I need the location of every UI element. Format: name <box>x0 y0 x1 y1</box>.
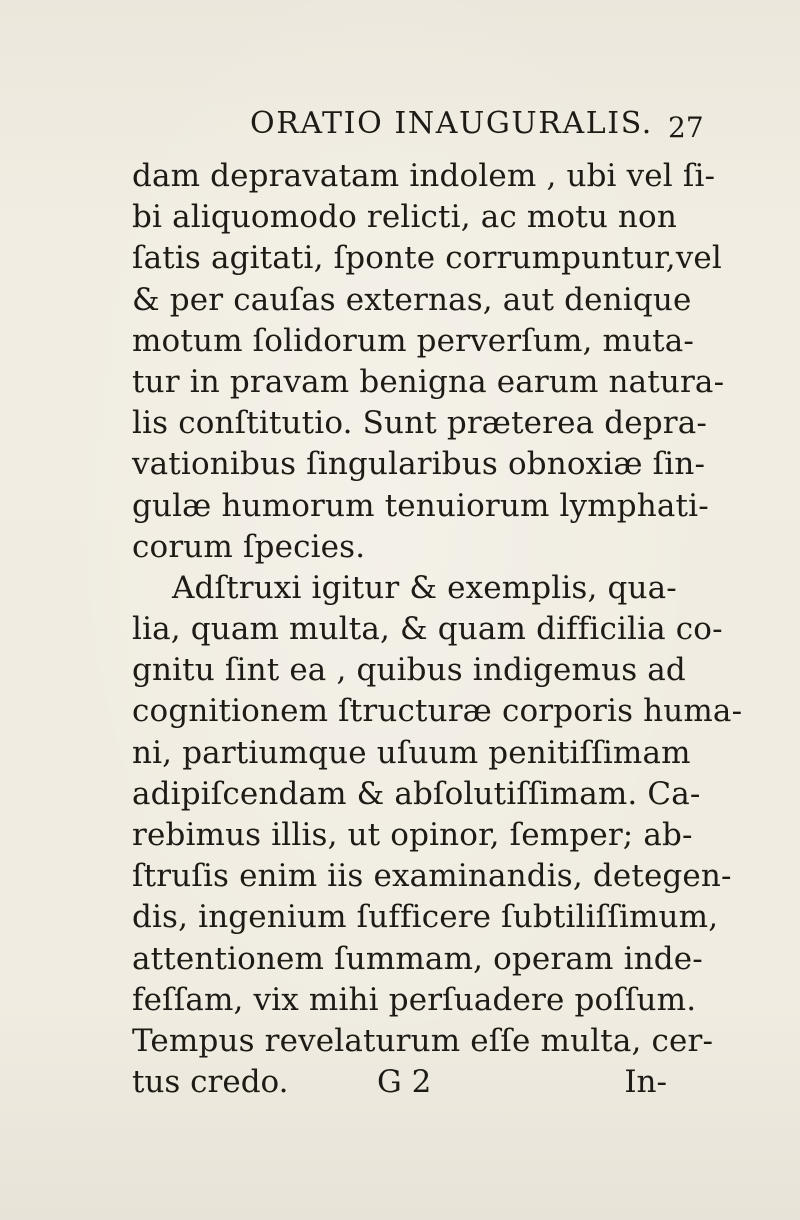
text-line: gulæ humorum tenuiorum lymphati- <box>132 487 709 524</box>
text-line: ni, partiumque uſuum penitiſſimam <box>132 734 691 771</box>
text-line: lis conſtitutio. Sunt præterea depra- <box>132 405 707 442</box>
page-number: 27 <box>668 111 704 144</box>
footer-line <box>132 1062 667 1103</box>
indented-paragraph-line: Adſtruxi igitur & exemplis, qua- <box>172 569 677 606</box>
text-line: dam depravatam indolem , ubi vel ſi- <box>132 158 716 194</box>
main-text <box>132 156 743 1103</box>
text-line: gnitu ſint ea , quibus indigemus ad <box>132 652 686 689</box>
text-line: motum ſolidorum perverſum, muta- <box>132 322 695 359</box>
text-line: tur in pravam benigna earum natura- <box>132 363 725 400</box>
text-line: cognitionem ſtructuræ corporis huma- <box>132 693 743 730</box>
text-line: attentionem ſummam, operam inde- <box>132 940 703 977</box>
text-line: rebimus illis, ut opinor, ſemper; ab- <box>132 817 693 853</box>
text-line: & per cauſas externas, aut denique <box>132 281 692 318</box>
text-line: lia, quam multa, & quam difficilia co- <box>132 611 723 648</box>
text-line: Tempus revelaturum eſſe multa, cer- <box>132 1022 714 1059</box>
text-line: dis, ingenium ſufficere ſubtiliſſimum, <box>132 899 719 936</box>
signature-mark: G 2 <box>377 1064 432 1101</box>
text-line: ſatis agitati, ſponte corrumpuntur,vel <box>132 240 722 277</box>
running-head <box>250 103 704 145</box>
running-title: ORATIO INAUGURALIS. <box>250 106 653 141</box>
text-line: vationibus ſingularibus obnoxiæ ſin- <box>132 446 706 483</box>
paragraph-end-line: corum ſpecies. <box>132 528 366 565</box>
last-text-fragment: tus credo. <box>132 1064 289 1101</box>
text-line: adipiſcendam & abſolutiſſimam. Ca- <box>132 775 701 812</box>
text-line: ſtruſis enim iis examinandis, detegen- <box>132 858 732 895</box>
text-line: bi aliquomodo relicti, ac motu non <box>132 199 677 236</box>
text-line: feſſam, vix mihi perſuadere poſſum. <box>132 981 697 1018</box>
catchword: In- <box>624 1064 667 1101</box>
